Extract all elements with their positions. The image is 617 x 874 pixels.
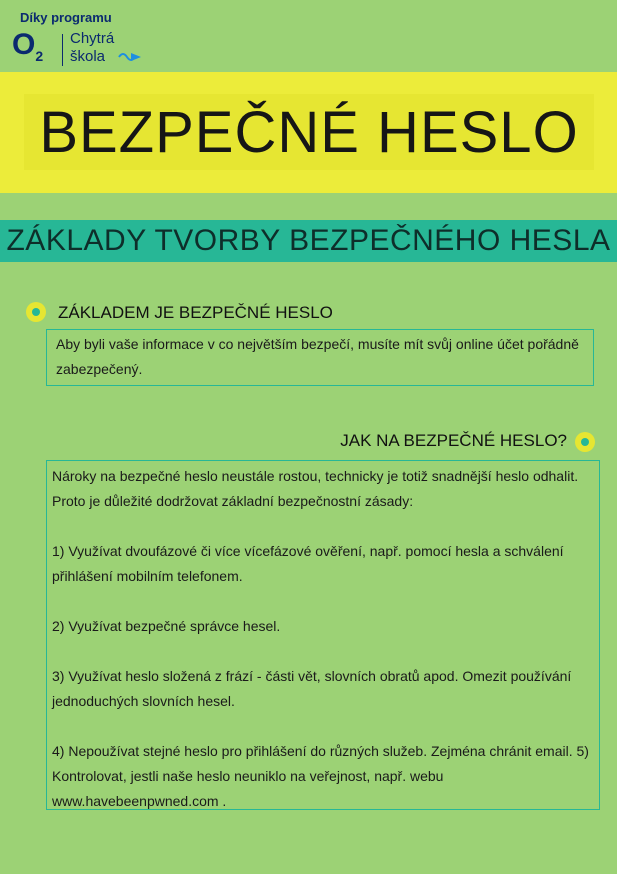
logo-divider <box>62 34 63 66</box>
o2-logo <box>12 28 43 64</box>
name-line1: Chytrá <box>70 30 115 47</box>
section1-text: Aby byli vaše informace v co největším bezpečí, musíte mít svůj online účet pořádně zabezpečený. <box>56 336 579 377</box>
section1-box <box>46 329 594 386</box>
subtitle-band <box>0 220 617 262</box>
chytra-skola-name <box>70 30 114 66</box>
title-box <box>24 94 594 170</box>
sponsor-logo <box>12 8 152 68</box>
list-item: 3) Využívat heslo složená z frází - části vět, slovních obratů apod. Omezit používání jednoduchých slovních hesel. <box>52 668 572 709</box>
bullet-icon <box>575 432 595 452</box>
wave-icon <box>117 50 143 64</box>
page-subtitle: ZÁKLADY TVORBY BEZPEČNÉHO HESLA <box>6 224 611 257</box>
section1-heading: ZÁKLADEM JE BEZPEČNÉ HESLO <box>58 303 333 322</box>
name-line2: škola <box>70 48 106 65</box>
list-item: 2) Využívat bezpečné správce hesel. <box>52 618 281 634</box>
list-item: 4) Nepoužívat stejné heslo pro přihlášení do různých služeb. Zejména chránit email. 5) Kontrolovat, jestli naše heslo neuniklo na veřejnost, např. webu www.havebeenpwned.com . <box>52 743 589 809</box>
list-item: 1) Využívat dvoufázové či více vícefázové ověření, např. pomocí hesla a schválení přihlášení mobilním telefonem. <box>52 543 564 584</box>
brand-letter: O <box>12 28 36 61</box>
section2-box <box>46 460 600 810</box>
section2-intro: Nároky na bezpečné heslo neustále rostou, technicky je totiž snadnější heslo odhalit. Proto je důležité dodržovat základní bezpečnostní zásady: <box>52 468 579 509</box>
section2-heading: JAK NA BEZPEČNÉ HESLO? <box>340 431 567 450</box>
page-title: BEZPEČNÉ HESLO <box>39 99 579 165</box>
program-label: Díky programu <box>20 10 112 25</box>
bullet-icon <box>26 302 46 322</box>
brand-sub: 2 <box>35 48 44 64</box>
